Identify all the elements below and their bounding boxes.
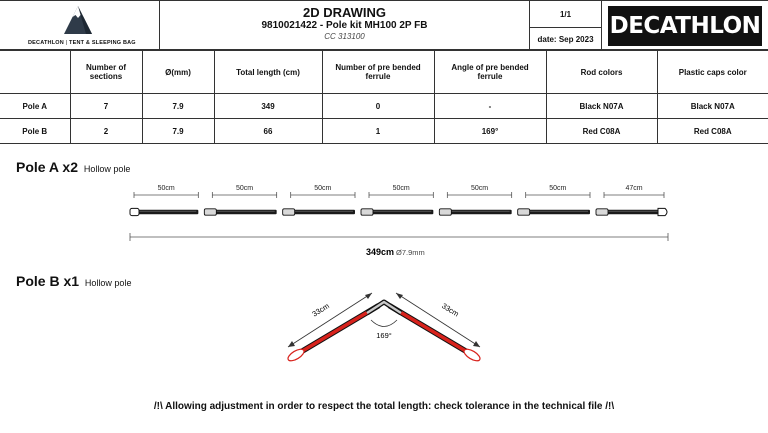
table-row <box>0 94 768 119</box>
pole-a-section <box>214 210 276 214</box>
table-header <box>0 51 70 94</box>
pole-a-ferrule <box>204 209 216 215</box>
table-cell: 7.9 <box>142 94 214 119</box>
page-cell <box>530 1 602 50</box>
pole-a-end-cap <box>658 208 667 215</box>
pole-a-section <box>606 210 664 214</box>
pole-a-section <box>371 210 433 214</box>
drawing-date: date: Sep 2023 <box>537 34 594 44</box>
pole-b-angle-arc <box>371 320 397 327</box>
table-cell: 2 <box>70 119 142 144</box>
pole-b-title: Pole B x1 <box>16 273 80 289</box>
drawing-code: CC 313100 <box>324 32 365 41</box>
pole-a-section <box>293 210 355 214</box>
pole-a-diameter: Ø7.9mm <box>396 248 425 257</box>
segment-length-label: 50cm <box>470 185 489 192</box>
pole-b-angle: 169° <box>376 331 392 340</box>
table-cell: Red C08A <box>546 119 657 144</box>
table-cell: 66 <box>214 119 322 144</box>
pole-a-section <box>136 210 198 214</box>
pole-b-left-cap <box>286 347 306 363</box>
segment-length-label: 47cm <box>625 185 643 192</box>
page-number: 1/1 <box>530 1 601 28</box>
drawing-title: 2D DRAWING <box>302 5 387 20</box>
segment-length-label: 50cm <box>314 185 332 192</box>
table-cell: Black N07A <box>657 94 768 119</box>
table-cell: Pole A <box>0 94 70 119</box>
pole-a-ferrule <box>283 209 295 215</box>
table-cell: 169° <box>434 119 546 144</box>
table-header-row <box>0 51 768 94</box>
pole-b-bent-ferrule <box>367 302 401 313</box>
pole-a-section <box>449 210 511 214</box>
table-header: Plastic caps color <box>657 51 768 94</box>
brand-line: DECATHLON | TENT & SLEEPING BAG <box>28 40 136 46</box>
pole-b-right-cap <box>462 347 482 363</box>
table-header: Rod colors <box>546 51 657 94</box>
pole-a-end-cap <box>130 208 139 215</box>
table-header: Number of pre bended ferrule <box>322 51 434 94</box>
segment-length-label: 50cm <box>549 185 567 192</box>
pole-a-total-length: 349cm <box>365 247 394 257</box>
table-cell: - <box>434 94 546 119</box>
table-header: Ø(mm) <box>142 51 214 94</box>
pole-a-section <box>528 210 590 214</box>
table-row <box>0 119 768 144</box>
segment-length-label: 50cm <box>157 185 175 192</box>
pole-a-ferrule <box>439 209 451 215</box>
pole-b-right-section <box>390 306 474 356</box>
brand-line-rest: TENT & SLEEPING BAG <box>69 40 136 46</box>
pole-a-ferrule <box>361 209 373 215</box>
brand-line-bold: DECATHLON <box>28 40 64 46</box>
mountain-logo-icon <box>62 4 94 36</box>
pole-b-left-length: 33cm <box>310 301 331 319</box>
pole-a-title: Pole A x2 <box>16 159 78 175</box>
table-cell: 0 <box>322 94 434 119</box>
table-cell: 7.9 <box>142 119 214 144</box>
segment-length-label: 50cm <box>392 185 410 192</box>
table-cell: Red C08A <box>657 119 768 144</box>
table-cell: 349 <box>214 94 322 119</box>
pole-b-left-section <box>294 306 378 356</box>
pole-b-subtitle: Hollow pole <box>84 278 132 288</box>
table-cell: Pole B <box>0 119 70 144</box>
table-header: Number of sections <box>70 51 142 94</box>
table-cell: 7 <box>70 94 142 119</box>
pole-b-drawing <box>0 285 768 375</box>
table-cell: 1 <box>322 119 434 144</box>
logo-cell <box>0 1 160 50</box>
arrow-head-icon <box>473 341 480 347</box>
segment-length-label: 50cm <box>235 185 254 192</box>
arrow-head-icon <box>396 293 403 299</box>
pole-a-drawing <box>0 178 768 263</box>
spec-table <box>0 50 768 144</box>
title-cell <box>160 1 530 50</box>
arrow-head-icon <box>288 341 295 347</box>
table-cell: Black N07A <box>546 94 657 119</box>
tolerance-note: /!\ Allowing adjustment in order to respect the total length: check tolerance in the technical file /!\ <box>153 401 615 412</box>
pole-a-heading <box>16 159 130 175</box>
drawing-subtitle: 9810021422 - Pole kit MH100 2P FB <box>261 20 428 31</box>
brand-cell <box>602 1 768 50</box>
decathlon-logo: DECATHLON <box>608 6 762 46</box>
table-header: Total length (cm) <box>214 51 322 94</box>
pole-a-subtitle: Hollow pole <box>83 164 131 174</box>
pole-a-ferrule <box>518 209 530 215</box>
title-block <box>0 0 768 50</box>
table-header: Angle of pre bended ferrule <box>434 51 546 94</box>
pole-b-right-length: 33cm <box>440 301 461 319</box>
pole-a-ferrule <box>596 209 608 215</box>
arrow-head-icon <box>365 293 372 299</box>
